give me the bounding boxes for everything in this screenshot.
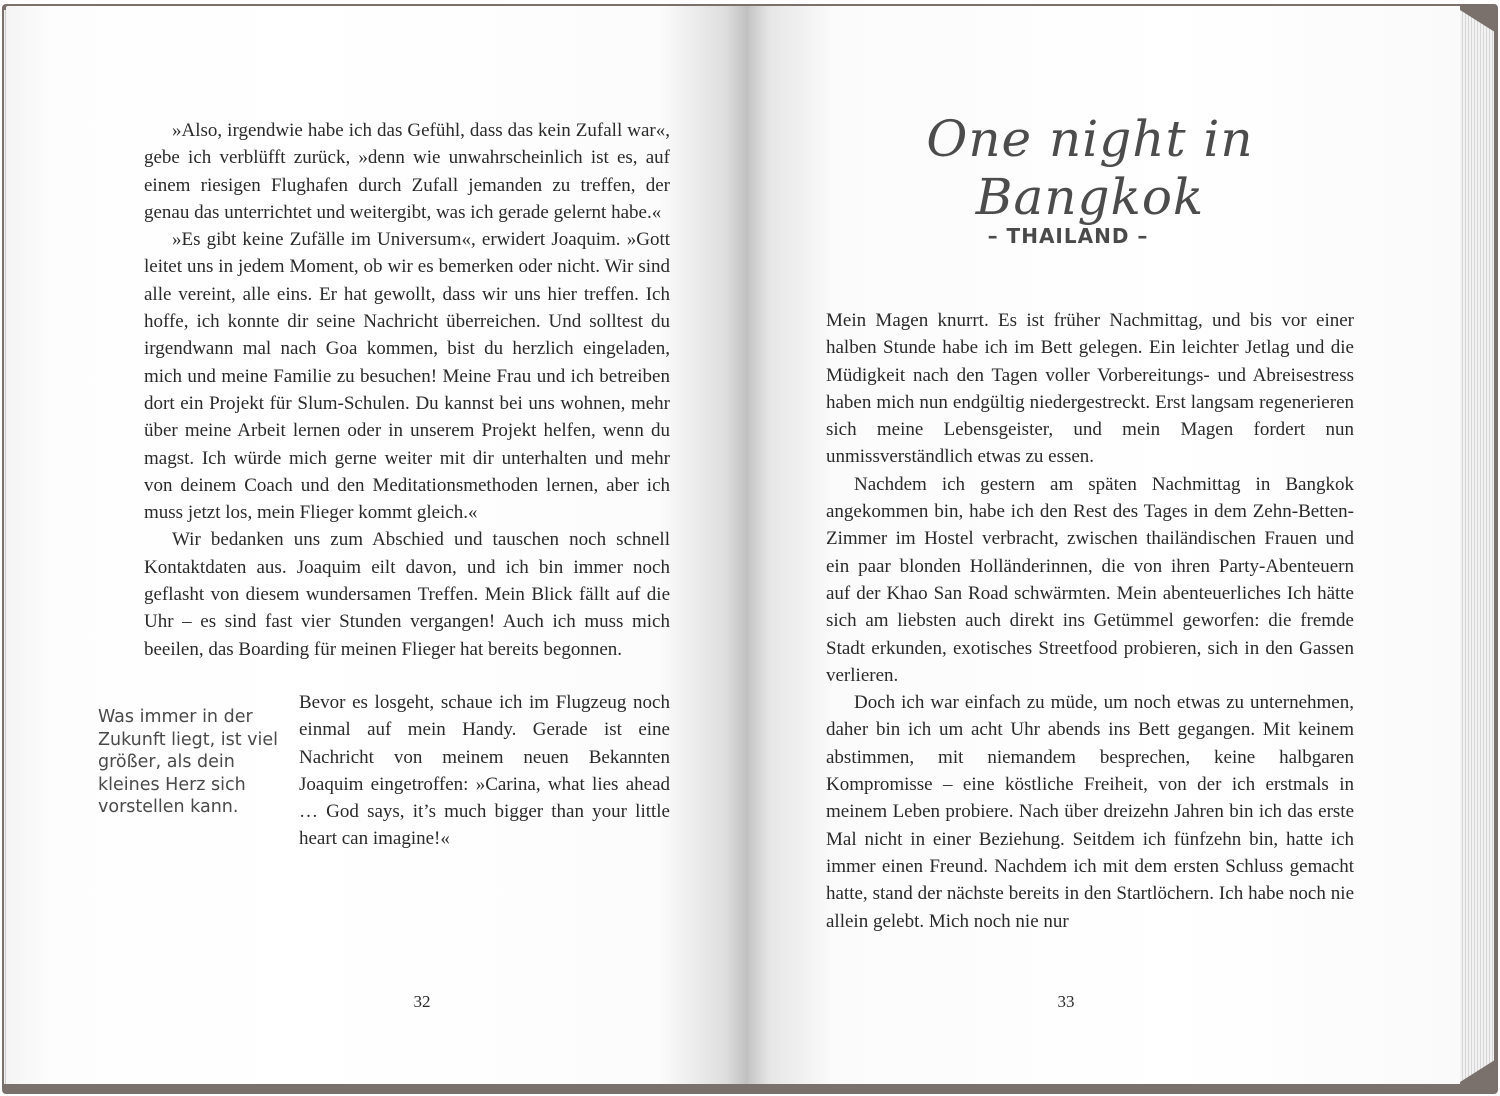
pull-quote: Was immer in der Zukunft liegt, ist viel größer, als dein kleines Herz sich vorstellen kann. (98, 707, 278, 818)
page-number-left: 32 (413, 992, 431, 1011)
right-body-text (826, 307, 1354, 935)
right-page-edges (1460, 10, 1494, 1082)
paragraph: »Es gibt keine Zufälle im Universum«, erwidert Joaquim. »Gott leitet uns in jedem Moment, ob wir es bemerken oder nicht. Wir sind alle vereint, alle eins. Er hat gewollt, dass wir uns hier treffen. Ich hoffe, ich konnte dir seine Nachricht überreichen. Und solltest du irgendwann mal nach Goa kommen, bist du herzlich eingeladen, mich und meine Familie zu besuchen! Meine Frau und ich betreiben dort ein Projekt für Slum-Schulen. Du kannst bei uns wohnen, mehr über meine Arbeit lernen oder in unserem Projekt helfen, wenn du magst. Ich würde mich gerne weiter mit dir unterhalten und mehr von deinem Coach und den Meditationsmethoden lernen, aber ich muss jetzt los, mein Flieger kommt gleich.« (144, 229, 670, 524)
page-number-right: 33 (1057, 992, 1075, 1011)
paragraph: Bevor es losgeht, schaue ich im Flugzeug noch einmal auf mein Handy. Gerade ist eine Nachricht von meinem neuen Bekannten Joaquim eingetroffen: »Carina, what lies ahead … God says, it’s much bigger than your little heart can imagine!« (299, 692, 670, 850)
chapter-title: One night in Bangkok (926, 110, 1254, 226)
paragraph: Wir bedanken uns zum Abschied und tauschen noch schnell Kontaktdaten aus. Joaquim eilt davon, und ich bin immer noch geflasht von diesem wundersamen Treffen. Mein Blick fällt auf die Uhr – es sind fast vier Stunden vergangen! Auch ich muss mich beeilen, das Boarding für meinen Flieger hat bereits begonnen. (144, 529, 670, 660)
left-narrow-text (299, 689, 670, 853)
paragraph: »Also, irgendwie habe ich das Gefühl, dass das kein Zufall war«, gebe ich verblüfft zurück, »denn wie unwahrscheinlich ist es, auf einem riesigen Flughafen durch Zufall jemanden zu treffen, der genau das unterrichtet und weitergibt, was ich gerade gelernt habe.« (144, 120, 670, 223)
paragraph: Nachdem ich gestern am späten Nachmittag in Bangkok angekommen bin, habe ich den Rest des Tages in dem Zehn-Betten-Zimmer im Hostel verbracht, zwischen thailändischen Frauen und ein paar blonden Holländerinnen, die von ihren Party-Abenteuern auf der Khao San Road schwärmten. Mein abenteuerliches Ich hätte sich am liebsten auch direkt ins Getümmel geworfen: die fremde Stadt erkunden, exotisches Streetfood probieren, sich in den Gassen verlieren. (826, 473, 1354, 686)
chapter-subtitle: – THAILAND – (987, 224, 1149, 248)
paragraph: Mein Magen knurrt. Es ist früher Nachmittag, und bis vor einer halben Stunde habe ich im Bett gelegen. Ein leichter Jetlag und die Müdigkeit nach den Tagen voller Vorbereitungs- und Abreisestress haben mich nun endgültig niedergestreckt. Erst langsam regenerieren sich meine Lebensgeister, und mein Magen fordert nun unmissverständlich etwas zu essen. (826, 310, 1354, 468)
paragraph: Doch ich war einfach zu müde, um noch etwas zu unternehmen, daher bin ich um acht Uhr abends ins Bett gegangen. Mit keinem abstimmen, mit niemandem besprechen, keine halbgaren Kompromisse – eine köstliche Freiheit, von der ich erstmals in meinem Leben probiere. Nach über dreizehn Jahren bin ich das erste Mal nicht in einer Beziehung. Seitdem ich fünfzehn bin, hatte ich immer einen Freund. Nachdem ich mit dem ersten Schluss gemacht hatte, stand der nächste bereits in den Startlöchern. Ich habe noch nie allein gelebt. Mich noch nie nur (826, 692, 1354, 932)
left-body-text (144, 117, 670, 663)
